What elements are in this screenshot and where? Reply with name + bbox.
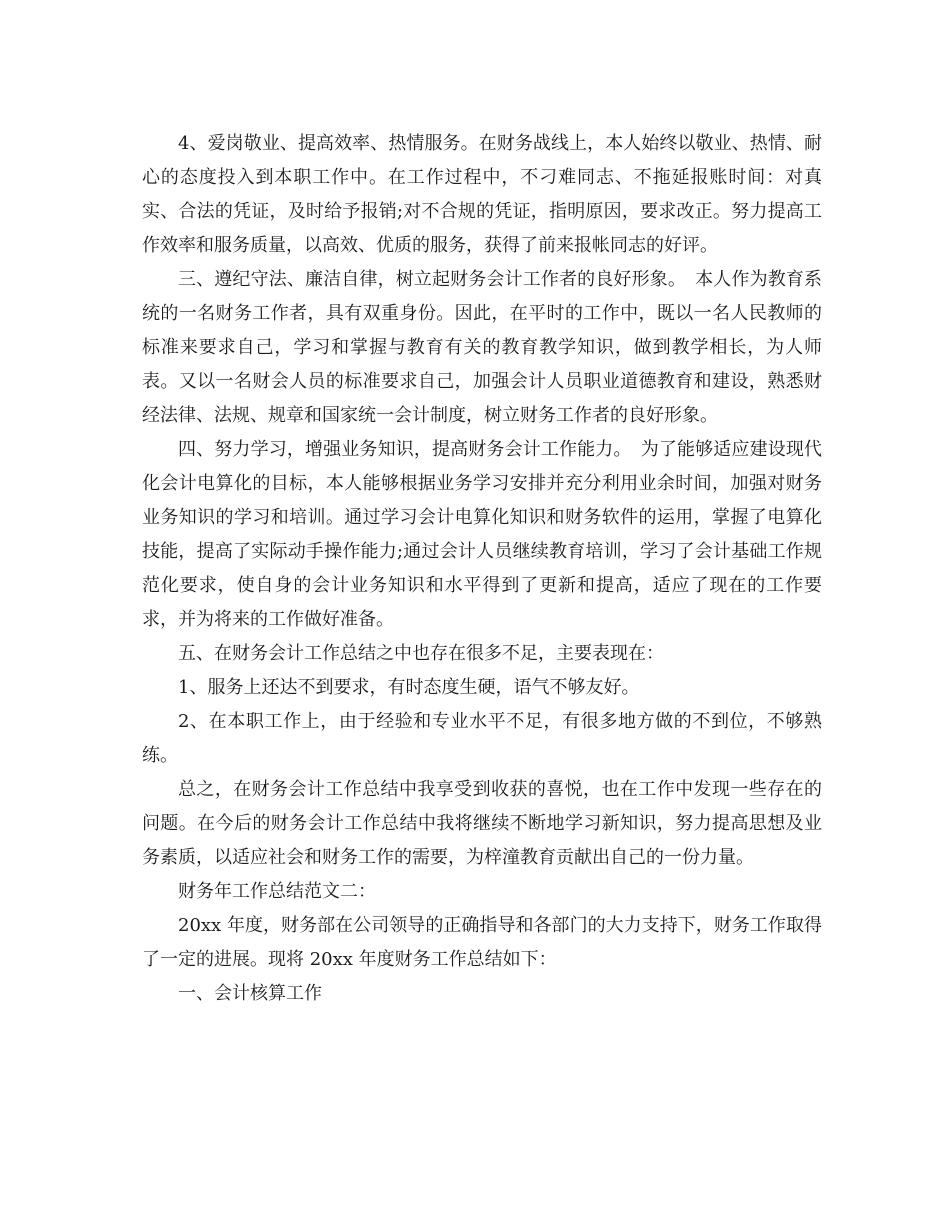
paragraph-sample-two-title: 财务年工作总结范文二： [178,881,376,902]
paragraph-study: 四、努力学习，增强业务知识，提高财务会计工作能力。 为了能够适应建设现代化会计电算化的目标，本人能够根据业务学习安排并充分利用业余时间，加强对财务业务知识的学习和培训。通过学习会计电算化知识和财务软件的运用，掌握了电算化技能，提高了实际动手操作能力;通过会计人员继续教育培训，学习了会计基础工作规范化要求，使自身的会计业务知识和水平得到了更新和提高，适应了现在的工作要求，并为将来的工作做好准备。 [142,439,822,630]
paragraph-conclusion: 总之，在财务会计工作总结中我享受到收获的喜悦，也在工作中发现一些存在的问题。在今后的财务会计工作总结中我将继续不断地学习新知识，努力提高思想及业务素质，以适应社会和财务工作的需要，为梓潼教育贡献出自己的一份力量。 [142,779,822,868]
paragraph-shortcoming-2: 2、在本职工作上，由于经验和专业水平不足，有很多地方做的不到位，不够熟练。 [142,711,822,766]
paragraph-section-accounting: 一、会计核算工作 [178,983,322,1004]
paragraph-love-work: 4、爱岗敬业、提高效率、热情服务。在财务战线上，本人始终以敬业、热情、耐心的态度投入到本职工作中。在工作过程中，不刁难同志、不拖延报账时间：对真实、合法的凭证，及时给予报销;对不合规的凭证，指明原因，要求改正。努力提高工作效率和服务质量，以高效、优质的服务，获得了前来报帐同志的好评。 [142,133,822,256]
paragraph-sample-two-intro: 20xx 年度，财务部在公司领导的正确指导和各部门的大力支持下，财务工作取得了一定的进展。现将 20xx 年度财务工作总结如下： [142,915,822,970]
paragraph-shortcomings-heading: 五、在财务会计工作总结之中也存在很多不足，主要表现在： [178,643,664,664]
paragraph-shortcoming-1: 1、服务上还达不到要求，有时态度生硬，语气不够友好。 [178,677,640,698]
paragraph-integrity: 三、遵纪守法、廉洁自律，树立起财务会计工作者的良好形象。 本人作为教育系统的一名财务工作者，具有双重身份。因此，在平时的工作中，既以一名人民教师的标准来要求自己，学习和掌握与教育有关的教育教学知识，做到教学相长，为人师表。又以一名财会人员的标准要求自己，加强会计人员职业道德教育和建设，熟悉财经法律、法规、规章和国家统一会计制度，树立财务工作者的良好形象。 [142,269,822,426]
document-body [142,127,822,1011]
